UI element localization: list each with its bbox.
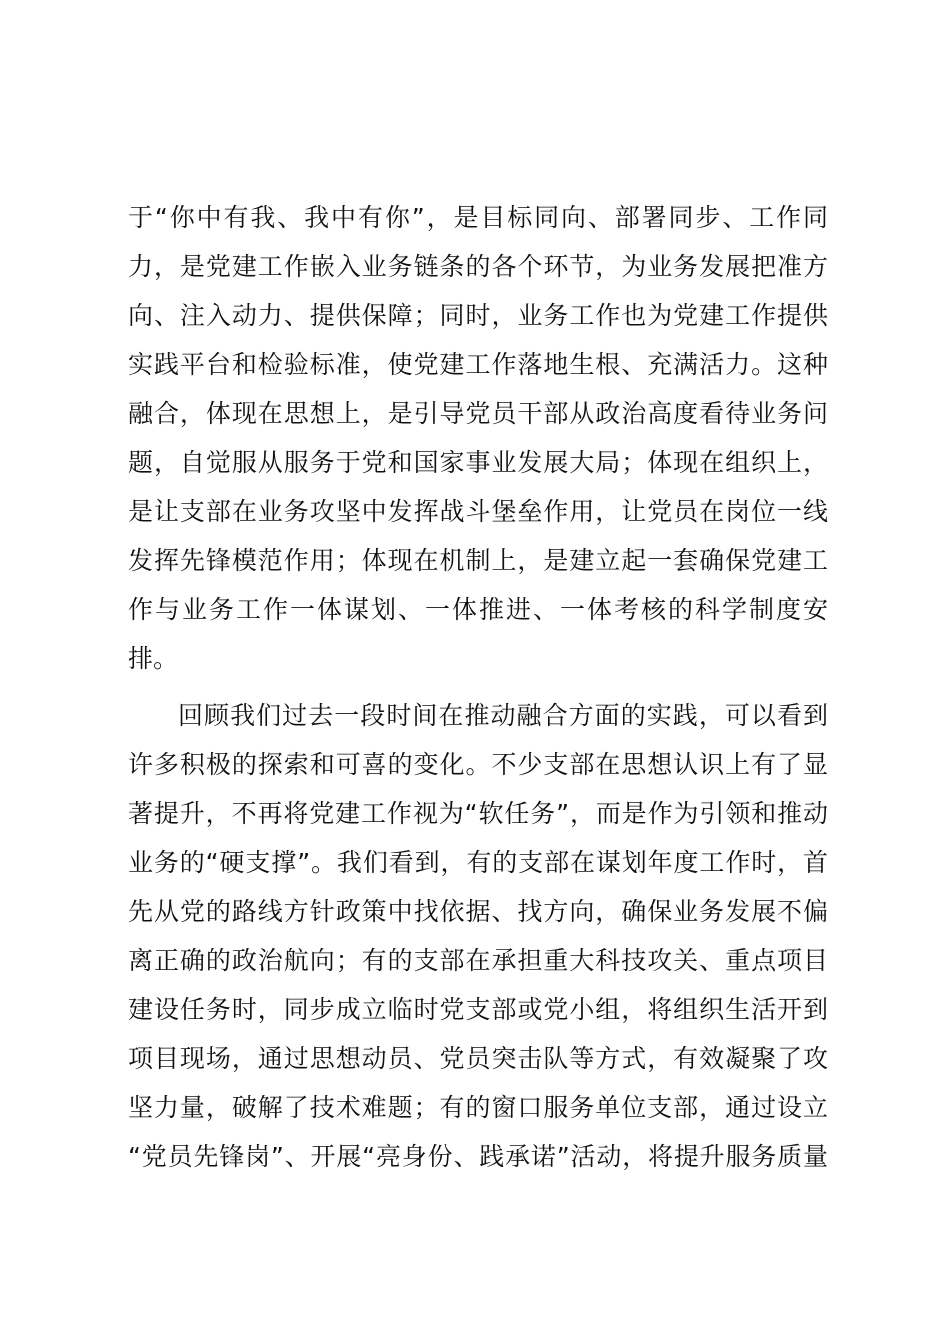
- text-line: 于“你中有我、我中有你”，是目标同向、部署同步、工作同: [128, 203, 828, 232]
- text-line: 发挥先锋模范作用；体现在机制上，是建立起一套确保党建工: [128, 546, 828, 575]
- document-body: [128, 193, 828, 1181]
- text-line: 离正确的政治航向；有的支部在承担重大科技攻关、重点项目: [128, 946, 828, 975]
- text-line: 回顾我们过去一段时间在推动融合方面的实践，可以看到: [178, 701, 828, 730]
- text-line: 著提升，不再将党建工作视为“软任务”，而是作为引领和推动: [128, 799, 828, 828]
- paragraph-2: [128, 691, 828, 1181]
- text-line: 业务的“硬支撑”。我们看到，有的支部在谋划年度工作时，首: [128, 848, 828, 877]
- paragraph-1: [128, 193, 828, 683]
- text-line: 题，自觉服从服务于党和国家事业发展大局；体现在组织上，: [128, 448, 828, 477]
- text-line: 坚力量，破解了技术难题；有的窗口服务单位支部，通过设立: [128, 1093, 828, 1122]
- text-line: 融合，体现在思想上，是引导党员干部从政治高度看待业务问: [128, 399, 828, 428]
- text-line: 实践平台和检验标准，使党建工作落地生根、充满活力。这种: [128, 350, 828, 379]
- text-line: 建设任务时，同步成立临时党支部或党小组，将组织生活开到: [128, 995, 828, 1024]
- text-line: 先从党的路线方针政策中找依据、找方向，确保业务发展不偏: [128, 897, 828, 926]
- text-line: 项目现场，通过思想动员、党员突击队等方式，有效凝聚了攻: [128, 1044, 828, 1073]
- text-line: “党员先锋岗”、开展“亮身份、践承诺”活动，将提升服务质量: [128, 1142, 828, 1171]
- text-line: 许多积极的探索和可喜的变化。不少支部在思想认识上有了显: [128, 750, 828, 779]
- text-line: 排。: [128, 644, 179, 673]
- text-line: 作与业务工作一体谋划、一体推进、一体考核的科学制度安: [128, 595, 828, 624]
- text-line: 向、注入动力、提供保障；同时，业务工作也为党建工作提供: [128, 301, 828, 330]
- text-line: 力，是党建工作嵌入业务链条的各个环节，为业务发展把准方: [128, 252, 828, 281]
- text-line: 是让支部在业务攻坚中发挥战斗堡垒作用，让党员在岗位一线: [128, 497, 828, 526]
